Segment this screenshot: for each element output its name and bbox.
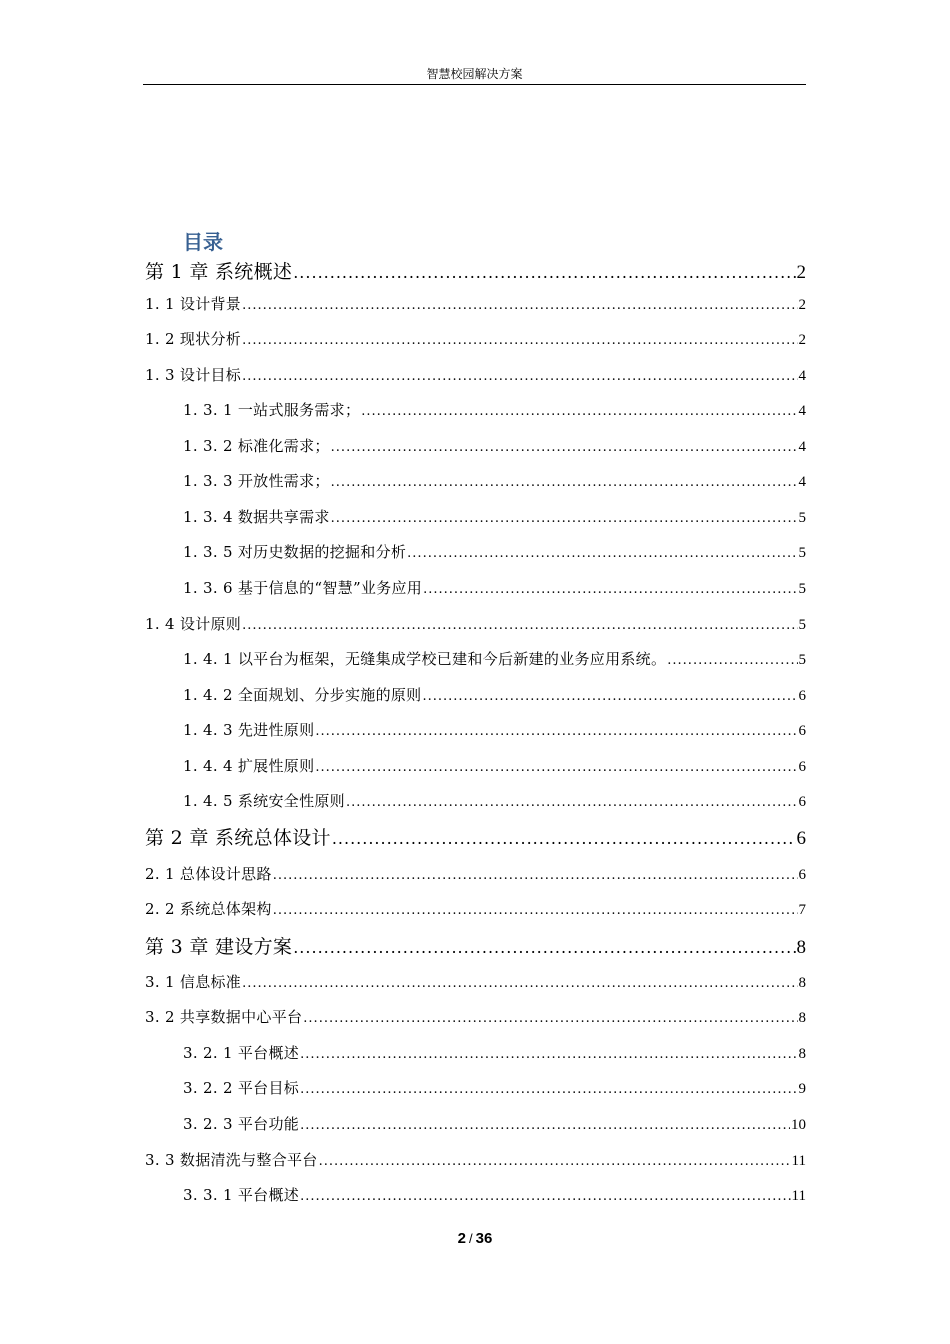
toc-dot-leader — [303, 1011, 797, 1026]
current-page-number: 2 — [457, 1230, 467, 1247]
toc-entry[interactable] — [145, 863, 806, 884]
toc-entry-label: 2. 1 总体设计思路 — [145, 865, 272, 883]
toc-entry[interactable] — [145, 613, 806, 634]
toc-entry-label: 第 3 章 建设方案 — [145, 936, 293, 958]
toc-entry[interactable] — [183, 648, 806, 669]
toc-entry-label: 3. 1 信息标准 — [145, 973, 242, 991]
toc-entry-label: 3. 3. 1 平台概述 — [183, 1186, 300, 1204]
toc-entry-label: 1. 1 设计背景 — [145, 295, 242, 313]
toc-dot-leader — [331, 511, 798, 526]
toc-entry[interactable] — [183, 1077, 806, 1098]
toc-entry[interactable] — [145, 971, 806, 992]
toc-page-number: 5 — [798, 545, 806, 561]
toc-entry-label: 1. 4. 5 系统安全性原则 — [183, 792, 345, 810]
toc-dot-leader — [332, 829, 796, 848]
toc-dot-leader — [331, 440, 798, 455]
toc-entry[interactable] — [183, 684, 806, 705]
toc-page-number: 11 — [791, 1153, 806, 1169]
toc-entry[interactable] — [145, 1006, 806, 1027]
toc-page-number: 8 — [798, 1046, 806, 1062]
toc-entry-label: 3. 2. 2 平台目标 — [183, 1079, 300, 1097]
toc-dot-leader — [273, 903, 798, 918]
toc-entry[interactable] — [183, 577, 806, 598]
page-separator: / — [469, 1231, 473, 1246]
toc-entry[interactable] — [183, 1113, 806, 1134]
toc-dot-leader — [315, 760, 797, 775]
toc-page-number: 7 — [798, 902, 806, 918]
toc-page-number: 4 — [798, 474, 806, 490]
toc-page-number: 4 — [798, 439, 806, 455]
toc-page-number: 11 — [791, 1188, 806, 1204]
toc-entry[interactable] — [183, 755, 806, 776]
toc-dot-leader — [300, 1118, 790, 1133]
toc-dot-leader — [667, 653, 797, 668]
toc-entry-label: 1. 4. 4 扩展性原则 — [183, 757, 315, 775]
toc-page-number: 6 — [798, 794, 806, 810]
toc-dot-leader — [300, 1082, 797, 1097]
toc-entry-label: 3. 2 共享数据中心平台 — [145, 1008, 303, 1026]
toc-page-number: 5 — [798, 581, 806, 597]
toc-dot-leader — [242, 618, 797, 633]
toc-page-number: 6 — [798, 688, 806, 704]
toc-chapter-entry[interactable] — [145, 932, 806, 959]
total-pages: 36 — [475, 1230, 493, 1247]
toc-dot-leader — [319, 1154, 791, 1169]
toc-dot-leader — [422, 689, 797, 704]
toc-entry[interactable] — [145, 898, 806, 919]
toc-entry-label: 1. 3. 3 开放性需求； — [183, 472, 330, 490]
toc-chapter-entry[interactable] — [145, 823, 806, 850]
toc-entry-label: 1. 4. 1 以平台为框架，无缝集成学校已建和今后新建的业务应用系统。 — [183, 650, 667, 668]
toc-entry-label: 3. 2. 1 平台概述 — [183, 1044, 300, 1062]
toc-dot-leader — [300, 1047, 797, 1062]
toc-page-number: 2 — [798, 332, 806, 348]
header-title: 智慧校园解决方案 — [426, 67, 523, 81]
toc-entry-label: 1. 4. 3 先进性原则 — [183, 721, 315, 739]
toc-dot-leader — [315, 724, 797, 739]
toc-entry-label: 1. 3 设计目标 — [145, 366, 242, 384]
toc-page-number: 2 — [798, 297, 806, 313]
toc-page-number: 4 — [798, 368, 806, 384]
toc-title: 目录 — [183, 230, 223, 254]
toc-dot-leader — [423, 582, 797, 597]
toc-dot-leader — [273, 868, 798, 883]
toc-entry-label: 1. 4. 2 全面规划、分步实施的原则 — [183, 686, 422, 704]
toc-dot-leader — [300, 1189, 790, 1204]
toc-entry[interactable] — [183, 435, 806, 456]
toc-page-number: 2 — [796, 262, 806, 283]
toc-entry[interactable] — [183, 1042, 806, 1063]
toc-entry[interactable] — [183, 399, 806, 420]
toc-entry-label: 1. 3. 6 基于信息的“智慧”业务应用 — [183, 579, 423, 597]
toc-page-number: 10 — [791, 1117, 806, 1133]
toc-entry-label: 3. 2. 3 平台功能 — [183, 1115, 300, 1133]
toc-page-number: 8 — [798, 1010, 806, 1026]
toc-entry-label: 3. 3 数据清洗与整合平台 — [145, 1151, 318, 1169]
toc-dot-leader — [293, 263, 795, 282]
toc-page-number: 9 — [798, 1081, 806, 1097]
toc-page-number: 6 — [798, 759, 806, 775]
toc-dot-leader — [346, 795, 798, 810]
toc-dot-leader — [361, 404, 797, 419]
toc-page-number: 6 — [798, 723, 806, 739]
toc-entry-label: 1. 3. 4 数据共享需求 — [183, 508, 330, 526]
toc-entry[interactable] — [183, 506, 806, 527]
toc-entry[interactable] — [183, 719, 806, 740]
toc-dot-leader — [242, 333, 797, 348]
toc-page-number: 6 — [798, 867, 806, 883]
toc-entry-label: 1. 3. 1 一站式服务需求； — [183, 401, 361, 419]
toc-entry-label: 2. 2 系统总体架构 — [145, 900, 272, 918]
toc-dot-leader — [407, 546, 797, 561]
toc-entry[interactable] — [145, 364, 806, 385]
toc-entry-label: 1. 3. 2 标准化需求； — [183, 437, 330, 455]
toc-page-number: 6 — [796, 828, 806, 849]
toc-dot-leader — [242, 976, 797, 991]
page-footer — [0, 1230, 950, 1247]
toc-dot-leader — [242, 369, 797, 384]
toc-entry[interactable] — [145, 1149, 806, 1170]
toc-entry[interactable] — [183, 790, 806, 811]
toc-entry[interactable] — [183, 1184, 806, 1205]
toc-chapter-entry[interactable] — [145, 257, 806, 284]
page-header — [143, 64, 806, 85]
toc-entry[interactable] — [145, 293, 806, 314]
toc-entry-label: 1. 4 设计原则 — [145, 615, 242, 633]
toc-entry[interactable] — [145, 328, 806, 349]
toc-dot-leader — [293, 938, 795, 957]
toc-page-number: 4 — [798, 403, 806, 419]
toc-entry-label: 1. 3. 5 对历史数据的挖掘和分析 — [183, 543, 407, 561]
toc-page-number: 8 — [798, 975, 806, 991]
toc-entry-label: 1. 2 现状分析 — [145, 330, 242, 348]
toc-page-number: 5 — [798, 617, 806, 633]
toc-page-number: 5 — [798, 510, 806, 526]
toc-entry[interactable] — [183, 470, 806, 491]
toc-page-number: 5 — [798, 652, 806, 668]
toc-entry-label: 第 1 章 系统概述 — [145, 261, 293, 283]
toc-entry-label: 第 2 章 系统总体设计 — [145, 827, 331, 849]
toc-page-number: 8 — [796, 937, 806, 958]
toc-entry[interactable] — [183, 541, 806, 562]
toc-dot-leader — [331, 475, 798, 490]
toc-dot-leader — [242, 298, 797, 313]
